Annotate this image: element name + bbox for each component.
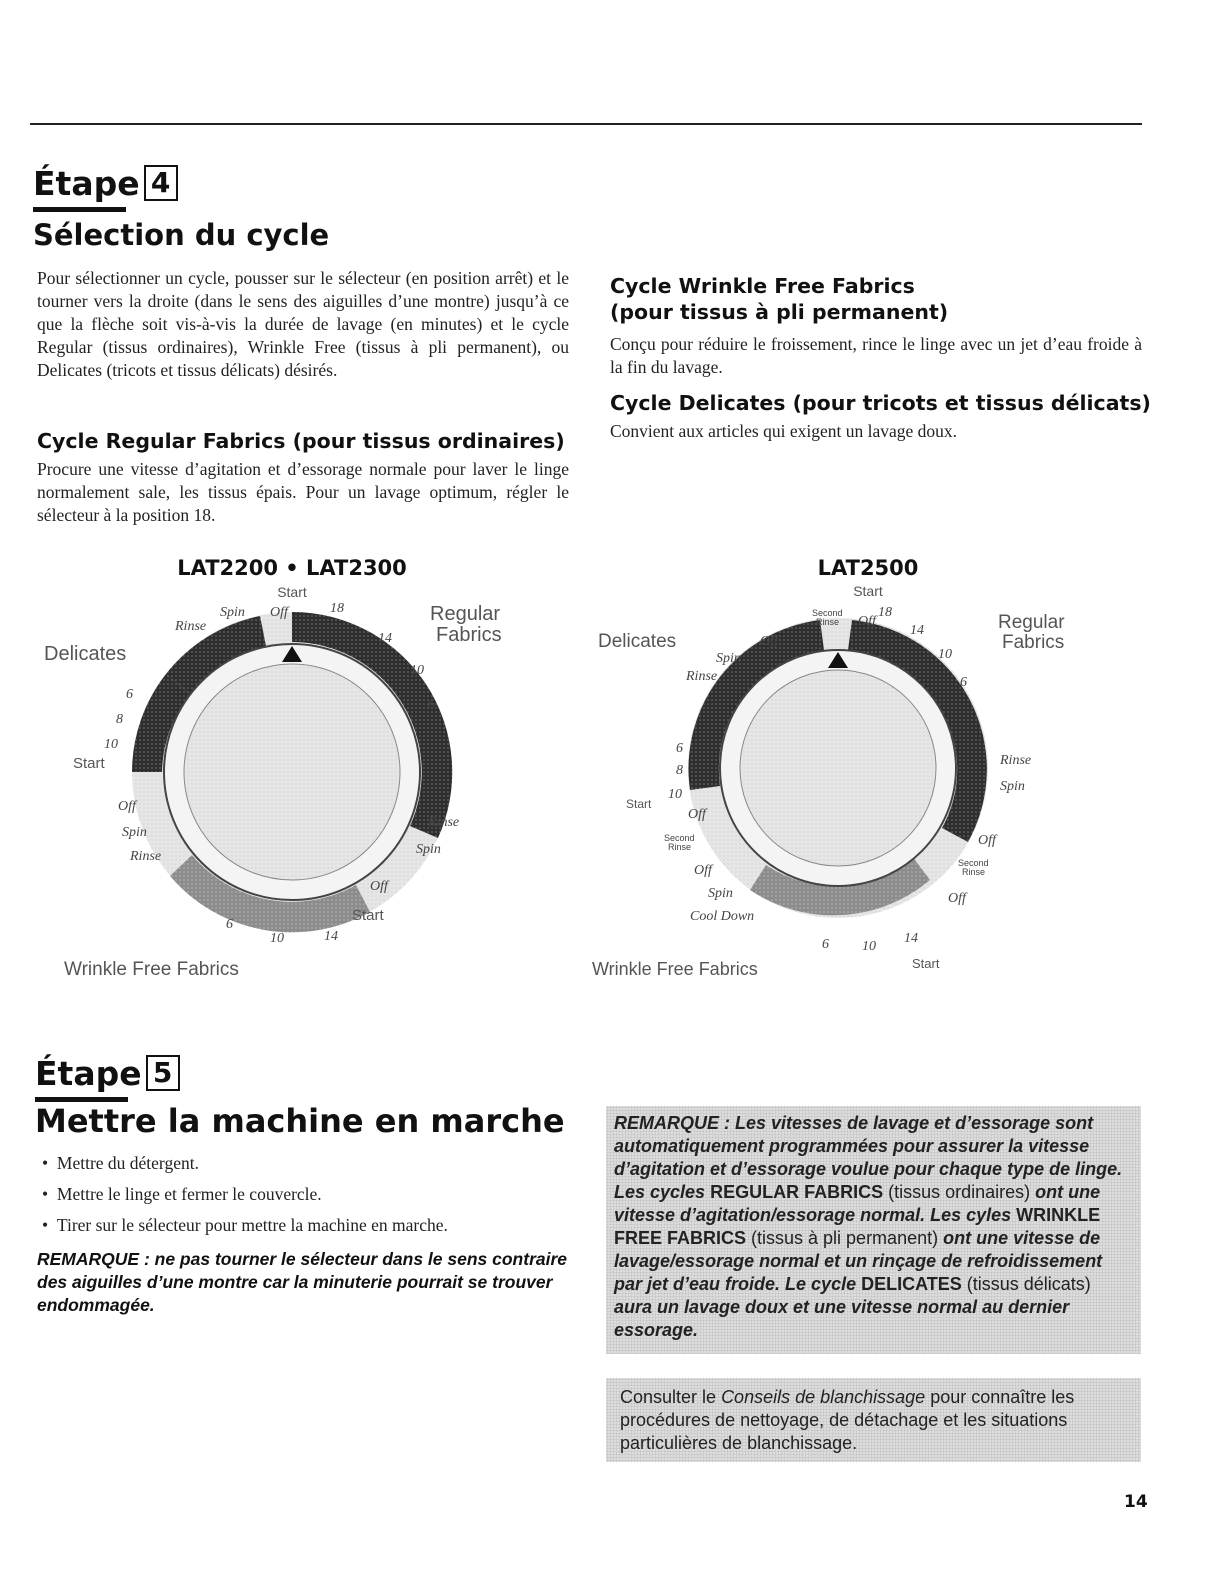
dial1-rinse-top: Rinse bbox=[175, 619, 207, 634]
warning-note: REMARQUE : ne pas tourner le sélecteur dans le sens contraire des aiguilles d’une montre car la minuterie pourrait se trouver endommagée. bbox=[37, 1249, 568, 1315]
dial2-knob[interactable] bbox=[740, 670, 936, 866]
dial2-second-right-2: Rinse bbox=[962, 867, 986, 877]
page-number: 14 bbox=[1124, 1492, 1148, 1512]
list-item: • Mettre le linge et fermer le couvercle. bbox=[42, 1184, 322, 1204]
dial2-second-right-1: Second bbox=[958, 858, 989, 868]
dial1-start-bottom: Start bbox=[352, 907, 384, 924]
dial2-d8: 8 bbox=[676, 763, 683, 778]
dial1-w14: 14 bbox=[324, 929, 338, 944]
dial2-rinse-right: Rinse bbox=[1000, 753, 1032, 768]
dial1-start-top: Start bbox=[277, 584, 307, 600]
dial2-off-right2: Off bbox=[948, 891, 966, 906]
dial1-regular-label: Regular bbox=[430, 603, 501, 625]
step-word: Étape bbox=[35, 1054, 142, 1093]
remark-box bbox=[606, 1106, 1141, 1354]
list-item-text: Mettre du détergent. bbox=[56, 1153, 199, 1173]
dial1-wrinkle-label: Wrinkle Free Fabrics bbox=[64, 959, 239, 980]
dial2-second-left-1: Second bbox=[664, 833, 695, 843]
list-item: • Tirer sur le sélecteur pour mettre la machine en marche. bbox=[42, 1215, 448, 1235]
remark-text: ont une vitesse de lavage/essorage normal et un rinçage de refroidissement par jet d’eau froide. Le cycle bbox=[614, 1228, 1103, 1294]
dial-lat2500-figure bbox=[590, 550, 1150, 990]
wrinkle-heading-line2: (pour tissus à pli permanent) bbox=[610, 300, 949, 324]
dial1-knob[interactable] bbox=[184, 664, 400, 880]
dial2-cool-down: Cool Down bbox=[690, 909, 755, 924]
dial2-rinse-top: Rinse bbox=[686, 669, 718, 684]
dial1-start-left: Start bbox=[73, 755, 105, 772]
step-number: 5 bbox=[146, 1055, 180, 1091]
dial1-off-left: Off bbox=[118, 799, 136, 814]
regular-cycle-text: Procure une vitesse d’agitation et d’essorage normale pour laver le linge normalement sale, les tissus épais. Pour un lavage optimum, régler le sélecteur à la position 18. bbox=[37, 459, 569, 525]
step-word: Étape bbox=[33, 164, 140, 203]
consult-text: pour connaître les procédures de nettoyage, de détachage et les situations particulières de blanchissage. bbox=[620, 1387, 1075, 1453]
delicates-cycle-heading: Cycle Delicates (pour tricots et tissus délicats) bbox=[610, 391, 1151, 415]
instruction-list bbox=[42, 1152, 582, 1237]
dial1-fabrics-label: Fabrics bbox=[436, 624, 502, 646]
dial1-model: LAT2200 • LAT2300 bbox=[177, 556, 407, 580]
dial2-d6: 6 bbox=[676, 741, 683, 756]
wrinkle-cycle-text: Conçu pour réduire le froissement, rince le linge avec un jet d’eau froide à la fin du lavage. bbox=[610, 334, 1142, 377]
dial1-spin-right: Spin bbox=[416, 842, 441, 857]
dial1-rinse-left: Rinse bbox=[130, 849, 162, 864]
wrinkle-cycle-heading bbox=[610, 273, 1170, 325]
remark-text: REMARQUE : Les vitesses de lavage et d’essorage sont automatiquement programmées pour assurer la vitesse d’agitation et d’essorage voulue pour chaque type de linge. Les cycles bbox=[614, 1113, 1123, 1202]
dial2-n6: 6 bbox=[960, 675, 967, 690]
dial2-start-top: Start bbox=[853, 583, 883, 599]
dial2-start-bottom: Start bbox=[912, 956, 940, 971]
dial1-n6: 6 bbox=[428, 697, 435, 712]
intro-paragraph: Pour sélectionner un cycle, pousser sur le sélecteur (en position arrêt) et le tourner vers la droite (dans le sens des aiguilles d’une montre) jusqu’à ce que la flèche soit vis-à-vis la durée de lavage (en minutes) et le cycle Regular (tissus ordinaires), Wrinkle Free (tissus à pli permanent), ou Delicates (tricots et tissus délicats) désirés. bbox=[37, 268, 569, 380]
consult-text: Consulter le bbox=[620, 1387, 722, 1407]
dial2-spin-right: Spin bbox=[1000, 779, 1025, 794]
top-rule bbox=[30, 123, 1142, 125]
dial-lat2200-figure bbox=[30, 550, 590, 990]
dial2-off-top2: Off bbox=[760, 634, 778, 649]
dial1-spin-top: Spin bbox=[220, 605, 245, 620]
step-number: 4 bbox=[144, 165, 178, 201]
remark-caps: REGULAR FABRICS bbox=[710, 1182, 884, 1202]
dial2-regular-label: Regular bbox=[998, 612, 1065, 633]
step-4-label bbox=[33, 164, 178, 203]
dial2-off-right: Off bbox=[978, 833, 996, 848]
dial2-delicates-label: Delicates bbox=[598, 631, 677, 652]
dial2-spin-top: Spin bbox=[716, 651, 741, 666]
section-title: Sélection du cycle bbox=[33, 218, 330, 252]
step-5-label bbox=[35, 1054, 180, 1093]
dial1-n18: 18 bbox=[330, 601, 344, 616]
dial2-n14: 14 bbox=[910, 623, 924, 638]
dial1-delicates-label: Delicates bbox=[44, 643, 127, 665]
dial2-n18: 18 bbox=[878, 605, 892, 620]
dial2-wrinkle-label: Wrinkle Free Fabrics bbox=[592, 959, 758, 979]
dial2-start-left: Start bbox=[626, 797, 652, 811]
dial2-second-top-2: Rinse bbox=[816, 617, 840, 627]
dial1-off-right: Off bbox=[370, 879, 388, 894]
remark-plain: (tissus ordinaires) bbox=[883, 1182, 1031, 1202]
dial2-w14: 14 bbox=[904, 931, 918, 946]
list-item-text: Mettre le linge et fermer le couvercle. bbox=[56, 1184, 322, 1204]
dial1-d8: 8 bbox=[116, 712, 123, 727]
dial2-off-left2: Off bbox=[694, 863, 712, 878]
dial2-d10: 10 bbox=[668, 787, 682, 802]
dial2-w10: 10 bbox=[862, 939, 876, 954]
remark-caps: WRINKLE FREE FABRICS bbox=[614, 1205, 1101, 1248]
regular-cycle-heading: Cycle Regular Fabrics (pour tissus ordinaires) bbox=[37, 429, 565, 453]
dial1-d6: 6 bbox=[126, 687, 133, 702]
dial1-w10: 10 bbox=[270, 931, 284, 946]
dial2-off-left: Off bbox=[688, 807, 706, 822]
delicates-cycle-text: Convient aux articles qui exigent un lavage doux. bbox=[610, 421, 957, 441]
dial2-off-top: Off bbox=[858, 614, 876, 629]
wrinkle-heading-line1: Cycle Wrinkle Free Fabrics bbox=[610, 274, 915, 298]
list-item: • Mettre du détergent. bbox=[42, 1153, 199, 1173]
dial2-spin-left: Spin bbox=[708, 886, 733, 901]
dial1-d10: 10 bbox=[104, 737, 118, 752]
list-item-text: Tirer sur le sélecteur pour mettre la machine en marche. bbox=[56, 1215, 448, 1235]
dial2-second-top-1: Second bbox=[812, 608, 843, 618]
dial1-off-top: Off bbox=[270, 605, 288, 620]
dial2-second-left-2: Rinse bbox=[668, 842, 692, 852]
remark-plain: (tissus à pli permanent) bbox=[746, 1228, 939, 1248]
remark-caps: DELICATES bbox=[861, 1274, 962, 1294]
remark-plain: (tissus délicats) bbox=[961, 1274, 1091, 1294]
dial2-fabrics-label: Fabrics bbox=[1002, 632, 1065, 653]
remark-text: ont une vitesse d’agitation/essorage normal. Les cyles bbox=[614, 1182, 1101, 1225]
consult-box bbox=[606, 1378, 1141, 1462]
dial1-n14: 14 bbox=[378, 631, 392, 646]
consult-reference: Conseils de blanchissage bbox=[721, 1387, 926, 1407]
dial1-spin-left: Spin bbox=[122, 825, 147, 840]
dial1-n10: 10 bbox=[410, 663, 424, 678]
dial2-model: LAT2500 bbox=[817, 556, 919, 580]
dial1-w6: 6 bbox=[226, 917, 233, 932]
remark-text: aura un lavage doux et une vitesse normal au dernier essorage. bbox=[614, 1297, 1070, 1340]
dial2-w6: 6 bbox=[822, 937, 829, 952]
section-title: Mettre la machine en marche bbox=[35, 1102, 565, 1140]
dial2-n10: 10 bbox=[938, 647, 952, 662]
step-underline bbox=[33, 207, 126, 212]
dial1-rinse-right: Rinse bbox=[428, 815, 460, 830]
